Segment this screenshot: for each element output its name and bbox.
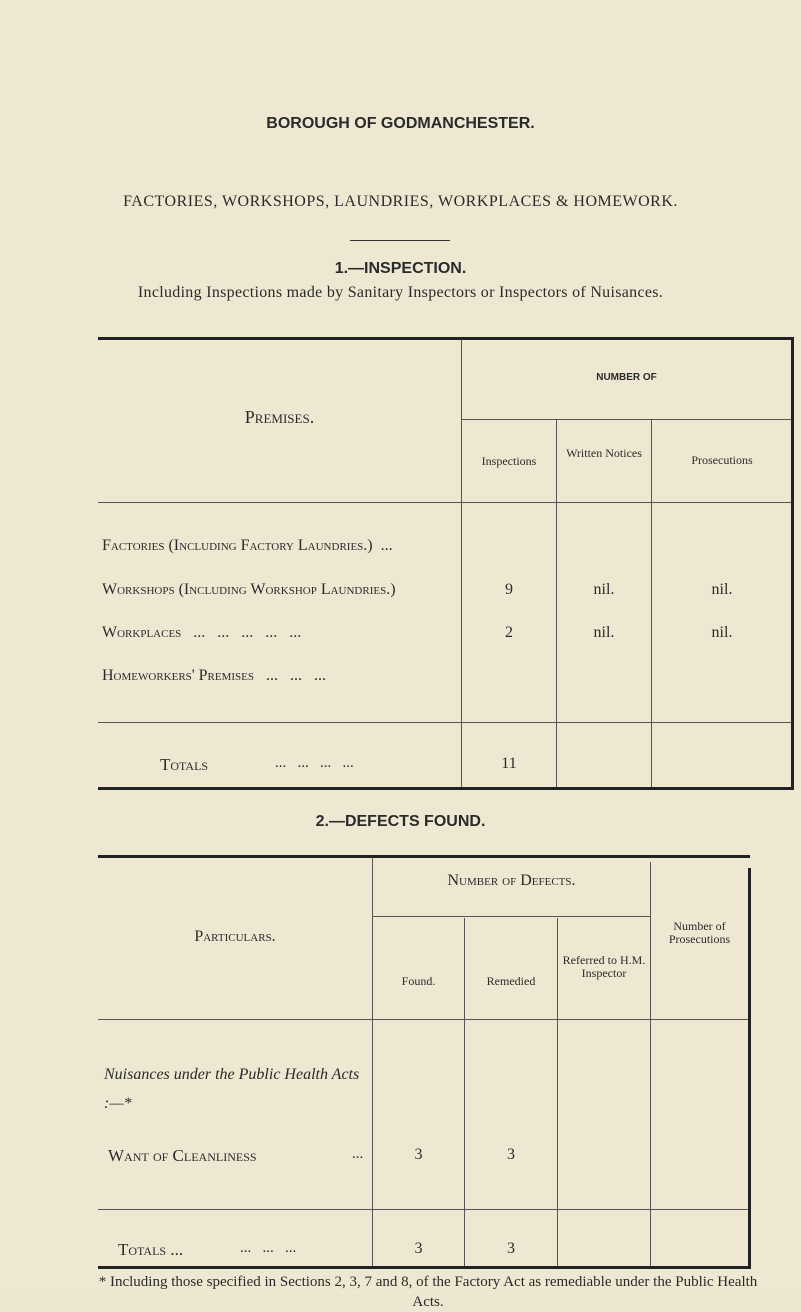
col-group-number-of-defects: Number of Defects.: [447, 872, 576, 889]
totals-label: Totals: [160, 755, 209, 774]
prosecutions-value: nil.: [711, 581, 733, 598]
written-value: nil.: [593, 624, 615, 641]
found-value: 3: [414, 1146, 423, 1163]
divider: [350, 240, 450, 241]
nuisances-heading: Nuisances under the Public Health Acts :—*: [104, 1066, 360, 1112]
col-inspections: Inspections: [481, 454, 537, 468]
col-prosecutions: Prosecutions: [691, 453, 753, 467]
row-label: Want of Cleanliness: [108, 1146, 257, 1165]
row-label: Factories (Including Factory Laundries.) ...: [102, 537, 393, 554]
section1-heading: 1.—INSPECTION.: [334, 260, 467, 277]
remedied-value: 3: [507, 1146, 515, 1163]
prosecutions-value: nil.: [711, 624, 733, 641]
col-found: Found.: [401, 974, 436, 988]
section1-intro: Including Inspections made by Sanitary Inspectors or Inspectors of Nuisances.: [137, 284, 664, 301]
col-particulars: Particulars.: [194, 928, 276, 945]
row-label: Workshops (Including Workshop Laundries.): [102, 581, 396, 598]
totals-dots: ... ... ... ...: [275, 755, 354, 771]
row-dots: ...: [352, 1146, 364, 1162]
inspections-value: 9: [505, 581, 513, 598]
row-label: Homeworkers' Premises ... ... ...: [102, 667, 327, 684]
totals-found: 3: [414, 1240, 423, 1257]
col-prosecutions: Number of Prosecutions: [668, 919, 731, 946]
footnote: * Including those specified in Sections 2, 3, 7 and 8, of the Factory Act as remediable under the Public Health Acts.: [98, 1274, 758, 1310]
totals-label: Totals ...: [118, 1240, 184, 1259]
col-group-number-of: NUMBER OF: [596, 372, 657, 383]
col-remedied: Remedied: [486, 974, 536, 988]
col-written-notices: Written Notices: [566, 446, 642, 460]
written-value: nil.: [593, 581, 615, 598]
section2-heading: 2.—DEFECTS FOUND.: [315, 813, 486, 830]
totals-inspections: 11: [501, 755, 517, 772]
row-label: Workplaces ... ... ... ... ...: [102, 624, 302, 641]
col-premises: Premises.: [244, 407, 315, 427]
col-referred: Referred to H.M. Inspector: [562, 953, 646, 980]
totals-remedied: 3: [507, 1240, 515, 1257]
document-title: BOROUGH OF GODMANCHESTER.: [266, 115, 535, 132]
document-subtitle: FACTORIES, WORKSHOPS, LAUNDRIES, WORKPLACES & HOMEWORK.: [123, 193, 678, 210]
totals-dots: ... ... ...: [240, 1240, 297, 1256]
inspections-value: 2: [505, 624, 513, 641]
